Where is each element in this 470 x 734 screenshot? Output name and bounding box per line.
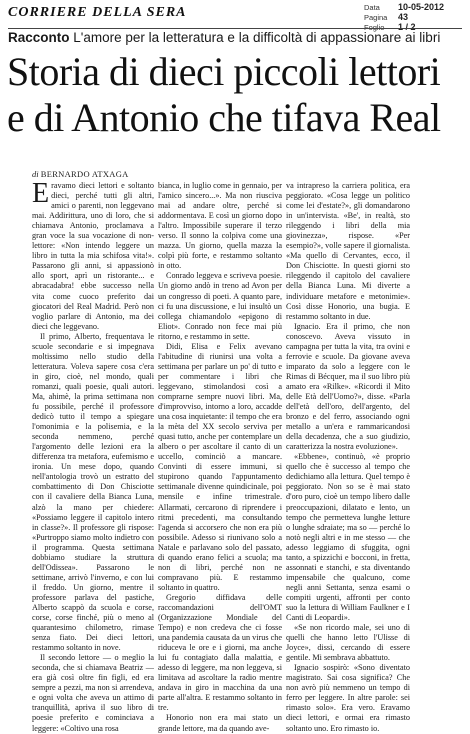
paragraph: Honorio non era mai stato un grande lettore, ma da quando ave-: [158, 713, 282, 733]
headline-line-1: Storia di dieci piccoli lettori: [7, 49, 441, 94]
page-value: 43: [398, 12, 409, 22]
paragraph: Didi, Elisa e Felix avevano l'abitudine di riunirsi una volta a settimana per parlare un po' di tutto e per commentare i libri che leggevano, stimolandosi così a comprarne sempre nuovi libri. Ma, d'improvviso, intorno a loro, accadde una cosa inquietante: il tempo che era la mèta del XX secolo serviva per quasi tutto, anche per contemplare un albero o per ascoltare il canto di un uccello, cominciò a mancare. Convinti di essere immuni, si stupirono quando l'appuntamento settimanale divenne quindicinale, poi mensile e infine trimestrale. Allarmati, cercarono di riprendere i ritmi precedenti, ma consultando l'agenda si accorsero che non era più possibile. Adesso si riunivano solo a Natale e parlavano solo del passato, di quando erano felici a scuola; ma non di libri, perché non ne compravano più. E restammo soltanto in quattro.: [158, 341, 282, 592]
newspaper-masthead: CORRIERE DELLA SERA: [8, 5, 187, 20]
paragraph: Ignacio. Era il primo, che non conoscevo. Aveva vissuto in campagna per tutta la vita, tra ovini e ferrovie e scuole. Da giovane aveva imparato da solo a leggere con le Rimas di Bécquer, ma il suo libro più amato era «Rilke». «Ricordi il Mito delle Età dell'Uomo?», disse. «Parla dell'età dell'oro, dell'argento, del bronzo e del ferro, associando ogni metallo a un'era e rammaricandosi della decadenza, che a suo giudizio, caratterizza la nostra evoluzione».: [286, 321, 410, 452]
byline-prefix: di: [32, 169, 39, 179]
body-column-1: [32, 178, 154, 733]
drop-cap: E: [32, 178, 50, 209]
paragraph: Il primo, Alberto, frequentava le scuole secondarie e si impegnava moltissimo nello studio della letteratura. Voleva sapere cosa c'era in giro, cioè, nel mondo, quali romanzi, quali poesie, quali autori. Ma, ahimè, la prima settimana non fu possibile, perché il professore dedicò tutto il tempo a spiegare l'omonimia e la polisemia, e la seconda nemmeno, perché l'argomento delle lezioni era la differenza tra metafora, eufemismo e ironia. Un mese dopo, quando nell'antologia trovò un estratto del combattimento di Don Chisciotte con il cavaliere della Bianca Luna, alzò la mano per chiedere: «Possiamo leggere il capitolo intero in classe?». Il professore gli rispose: «Purtroppo siamo molto indietro con il programma. Questa settimana dobbiamo studiare la struttura dell'Odissea». Passarono le settimane, arrivò l'inverno, e con lui il freddo. Un giorno, mentre il professore parlava del pastiche, Alberto scappò da scuola e corse, corse, corse finché, più o meno al quarantesimo chilometro, rimase senza fiato. Dei dieci lettori, restammo soltanto in nove.: [32, 331, 154, 653]
sheet-value: 1 / 2: [398, 22, 416, 32]
article-body: [8, 178, 466, 733]
paragraph: «Ebbene», continuò, «è proprio quello che è successo al tempo che dedichiamo alla lettura. Quel tempo è peggiorato. Non so se è mai stato d'oro puro, cioè un tempo libero dalle preoccupazioni, dilatato e lento, un tempo che permetteva lunghe letture o lunghe sdraiate; ma so — perché lo notò negli altri e in me stesso — che adesso leggiamo di sfuggita, ogni tanto, a spizzichi e bocconi, in fretta, assonnati e stanchi, e sta diventando impensabile che qualcuno, come negli anni Settanta, senza esami o compiti urgenti, affronti per conto suo la lettura di William Faulkner e I Canti di Leopardi».: [286, 452, 410, 623]
date-label: Data: [364, 2, 380, 12]
sheet-label: Foglio: [364, 22, 385, 32]
paragraph: bianca, in luglio come in gennaio, per l'amico sincero...». Ma non riusciva mai ad andare oltre, perché si addormentava. E così un giorno dopo l'altro. Impossibile superare il terzo verso. Il sonno la colpiva come una mazza. Un giorno, quella mazza la colpì più forte, e restammo soltanto in otto.: [158, 181, 282, 271]
paragraph: Gregorio diffidava delle raccomandazioni dell'OMT (Organizzazione Mondiale del Tempo) e non credeva che ci fosse una pandemia causata da un virus che riduceva le ore e i giorni, ma anche lui fu contagiato dalla malattia, e adesso di leggere, ma non leggeva, si limitava ad ascoltare la radio mentre andava in giro in macchina da una parte all'altra. E restammo soltanto in tre.: [158, 592, 282, 713]
paragraph: Il secondo lettore — o meglio la seconda, che si chiamava Beatriz — era già così oltre fin figli, ed era sempre a pezzi, ma non si arrendeva, e ogni volta che aveva un attimo di tranquillità, apriva il suo libro di poesie preferito e cominciava a leggere: «Coltivo una rosa: [32, 653, 154, 733]
byline-author: BERNARDO ATXAGA: [40, 169, 129, 179]
body-column-3: [286, 181, 410, 733]
header-rule: [8, 28, 462, 29]
paragraph: Ignacio sospirò: «Sono diventato magistrato. Sai cosa significa? Che non avrò più nemmeno un tempo di ferro per leggere. In altre parole: sei rimasto solo». Era vero. Eravamo dieci lettori, e ormai era rimasto soltanto uno. Ero rimasto io.: [286, 663, 410, 733]
paragraph: «Se non ricordo male, sei uno di quelli che hanno letto l'Ulisse di Joyce», dissi, cercando di essere gentile. Mi sembrava abbattuto.: [286, 623, 410, 663]
article-headline: [7, 49, 469, 141]
paragraph: Conrado leggeva e scriveva poesie. Un giorno andò in treno ad Avon per un congresso di poeti. A quanto pare, ci fu una discussione, e lui insultò un collega chiamandolo «epigono di Eliot». Conrado non fece mai più ritorno, e restammo in sette.: [158, 271, 282, 341]
body-column-2: [158, 181, 282, 733]
kicker-text: L'amore per la letteratura e la difficoltà di appassionare ai libri: [73, 30, 441, 45]
page-label: Pagina: [364, 12, 388, 22]
section-label: Racconto: [8, 30, 70, 45]
kicker-line: [8, 30, 440, 45]
paragraph: va intrapreso la carriera politica, era peggiorato. «Cosa legge un politico come lei d'estate?», gli domandarono in un'intervista. «Be', in realtà, sto rileggendo i libri della mia giovinezza», rispose. «Per esempio?», volle sapere il giornalista. «Ma quello di Cervantes, ecco, il Don Chisciotte. In questi giorni sto rileggendo il capitolo del cavaliere della Bianca Luna. Mi diverte a individuare metafore e metonimie». Così disse Honorio, una bugia. E restammo soltanto in due.: [286, 181, 410, 321]
paragraph: Eravamo dieci lettori e soltanto dieci, perché tutti gli altri, amici o parenti, non leggevano mai. Addirittura, uno di loro, che si chiamava Antonio, proclamava a gran voce la sua vocazione di non-lettore: «Non intendo leggere un libro in tutta la mia schifosa vita!». Passarono gli anni, si appassionò allo sport, aprì un ristorante... e abracadabra! ebbe successo nella vita come cuoco preferito dai giocatori del Real Madrid. Però non voglio parlare di Antonio, ma dei dieci che leggevano.: [32, 178, 154, 331]
headline-line-2: e di Antonio che tifava Real: [7, 95, 441, 140]
date-value: 10-05-2012: [398, 2, 445, 12]
